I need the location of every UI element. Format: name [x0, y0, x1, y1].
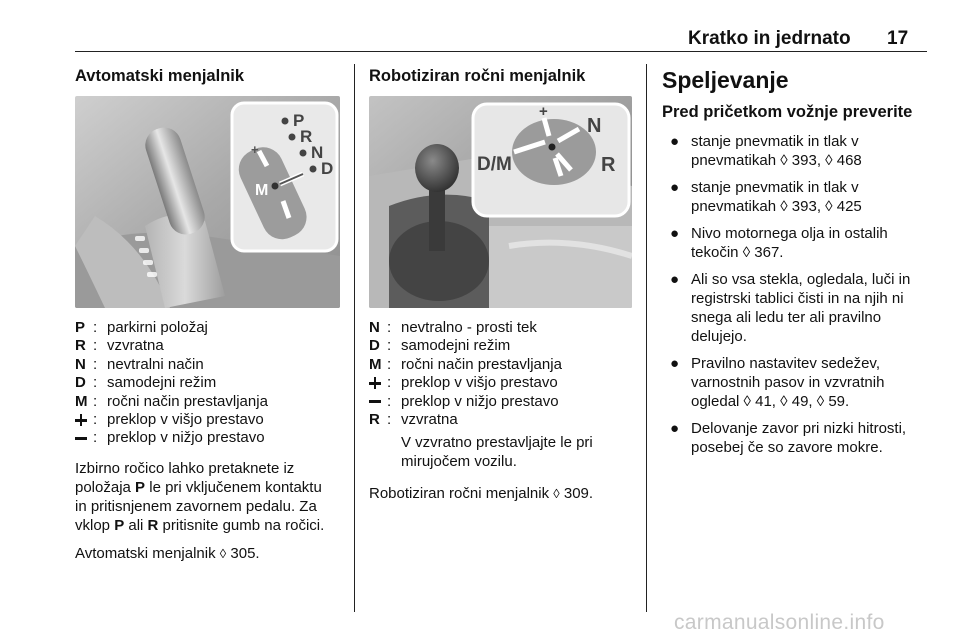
- minus-icon: [369, 400, 381, 403]
- header-rule: [75, 51, 927, 52]
- automatic-legend: [75, 319, 268, 448]
- svg-text:+: +: [539, 103, 548, 120]
- legend-description: nevtralno - prosti tek: [401, 319, 537, 336]
- checklist-line: posebej če so zavore mokre.: [691, 439, 883, 456]
- checklist-line: tekočin ◊ 367.: [691, 244, 784, 261]
- page-number: 17: [887, 28, 909, 49]
- checklist-line: varnostnih pasov in vzvratnih: [691, 374, 885, 391]
- page-header-title: Kratko in jedrnato: [688, 28, 851, 49]
- robotized-transmission-title: Robotiziran ročni menjalnik: [369, 67, 586, 85]
- figure-label-n-robotized: N: [587, 115, 602, 137]
- legend-description: samodejni režim: [401, 337, 511, 355]
- plus-icon: [75, 414, 87, 426]
- checklist-line: stanje pnevmatik in tlak v: [691, 179, 859, 196]
- robotized-reference: Robotiziran ročni menjalnik ◊ 309.: [369, 485, 594, 502]
- legend-key: N: [369, 319, 380, 336]
- bullet-icon: ●: [670, 179, 680, 196]
- checklist-line: pnevmatikah ◊ 393, ◊ 425: [691, 198, 862, 215]
- legend-colon: :: [387, 337, 392, 355]
- checklist-line: Ali so vsa stekla, ogledala, luči in: [691, 271, 911, 288]
- legend-colon: :: [93, 374, 98, 392]
- legend-key: R: [75, 337, 86, 355]
- legend-description: vzvratna: [401, 410, 458, 428]
- checklist: [662, 132, 937, 465]
- legend-description: preklop v nižjo prestavo: [107, 429, 265, 447]
- checklist-item: [662, 132, 937, 170]
- checklist-line: Pravilno nastavitev sedežev,: [691, 355, 880, 372]
- checklist-line: Delovanje zavor pri nizki hitrosti,: [691, 420, 907, 437]
- bullet-icon: ●: [670, 271, 680, 288]
- bullet-icon: ●: [670, 355, 680, 372]
- legend-key-icon: [369, 374, 387, 392]
- reference-arrow-icon: ◊: [219, 546, 227, 561]
- legend-colon: :: [387, 355, 392, 373]
- checklist-item: [662, 354, 937, 411]
- legend-row: [369, 356, 562, 374]
- automatic-paragraph: Izbirno ročico lahko pretaknete iz položaja P le pri vključenem kontaktu in pritisnjenem zavornem pedalu. Za vklop P ali R pritisnite gumb na ročici.: [75, 460, 325, 534]
- legend-key: D: [75, 374, 86, 392]
- legend-row: [369, 374, 562, 392]
- legend-description: preklop v nižjo prestavo: [401, 392, 559, 410]
- legend-colon: :: [93, 392, 98, 410]
- legend-key: P: [75, 319, 86, 336]
- checklist-item: [662, 419, 937, 457]
- checklist-line: pnevmatikah ◊ 393, ◊ 468: [691, 152, 862, 169]
- legend-key: M: [369, 355, 382, 373]
- legend-row: [369, 393, 562, 411]
- checklist-line: snega ali ledu ter ali pravilno: [691, 309, 882, 326]
- bullet-icon: ●: [670, 225, 680, 242]
- column-divider-2: [646, 64, 647, 612]
- legend-colon: :: [93, 319, 98, 336]
- figure-label-r-robotized: R: [601, 154, 616, 176]
- checklist-line: registrski tablici čisti in na njih ni: [691, 290, 904, 307]
- checklist-line: ogledal ◊ 41, ◊ 49, ◊ 59.: [691, 393, 850, 410]
- section-subheading: Pred pričetkom vožnje preverite: [662, 103, 913, 121]
- legend-row: [75, 393, 268, 411]
- reference-arrow-icon: ◊: [553, 486, 560, 501]
- legend-row: [75, 337, 268, 355]
- legend-colon: :: [93, 337, 98, 355]
- robotized-gearshift-figure: [369, 96, 632, 308]
- legend-description: vzvratna: [107, 337, 164, 355]
- figure-label-r: R: [300, 127, 313, 146]
- reverse-note: V vzvratno prestavljajte le pri mirujočem vozilu.: [401, 434, 593, 470]
- legend-colon: :: [93, 355, 98, 373]
- column-divider-1: [354, 64, 355, 612]
- legend-key-icon: [75, 411, 93, 429]
- legend-row: [369, 319, 562, 337]
- checklist-line: stanje pnevmatik in tlak v: [691, 133, 859, 150]
- legend-colon: :: [387, 392, 392, 410]
- automatic-gearshift-figure: [75, 96, 340, 308]
- minus-icon: [75, 437, 87, 440]
- checklist-line: delujejo.: [691, 328, 747, 345]
- legend-description: samodejni režim: [107, 374, 217, 392]
- svg-text:+: +: [251, 142, 259, 157]
- robotized-legend: [369, 319, 562, 429]
- legend-key: D: [369, 337, 380, 355]
- figure-label-m: M: [255, 182, 269, 199]
- legend-colon: :: [387, 319, 392, 336]
- legend-description: preklop v višjo prestavo: [401, 374, 558, 392]
- figure-label-d: D: [321, 159, 334, 178]
- section-heading: Speljevanje: [662, 67, 789, 93]
- legend-row: [75, 374, 268, 392]
- legend-row: [369, 411, 562, 429]
- legend-description: ročni način prestavljanja: [401, 355, 562, 373]
- figure-label-n: N: [311, 143, 324, 162]
- legend-row: [75, 411, 268, 429]
- checklist-item: [662, 224, 937, 262]
- legend-key: N: [75, 355, 86, 373]
- legend-key: M: [75, 392, 88, 410]
- legend-description: parkirni položaj: [107, 319, 208, 336]
- legend-description: nevtralni način: [107, 355, 204, 373]
- watermark: carmanualsonline.info: [674, 611, 885, 634]
- bullet-icon: ●: [670, 420, 680, 437]
- legend-row: [75, 356, 268, 374]
- bullet-icon: ●: [670, 133, 680, 150]
- legend-description: ročni način prestavljanja: [107, 392, 268, 410]
- legend-colon: :: [387, 410, 392, 428]
- legend-colon: :: [93, 429, 98, 447]
- legend-key-icon: [75, 429, 93, 447]
- legend-row: [369, 337, 562, 355]
- figure-label-p: P: [293, 111, 305, 130]
- legend-row: [75, 319, 268, 337]
- plus-icon: [369, 377, 381, 389]
- legend-key: R: [369, 410, 380, 428]
- checklist-item: [662, 178, 937, 216]
- checklist-item: [662, 270, 937, 346]
- legend-key-icon: [369, 393, 387, 411]
- automatic-reference: Avtomatski menjalnik ◊ 305.: [75, 545, 260, 562]
- legend-row: [75, 429, 268, 447]
- legend-colon: :: [93, 410, 98, 428]
- automatic-transmission-title: Avtomatski menjalnik: [75, 67, 245, 85]
- checklist-line: Nivo motornega olja in ostalih: [691, 225, 888, 242]
- legend-colon: :: [387, 374, 392, 392]
- figure-label-dm: D/M: [477, 154, 512, 175]
- legend-description: preklop v višjo prestavo: [107, 410, 264, 428]
